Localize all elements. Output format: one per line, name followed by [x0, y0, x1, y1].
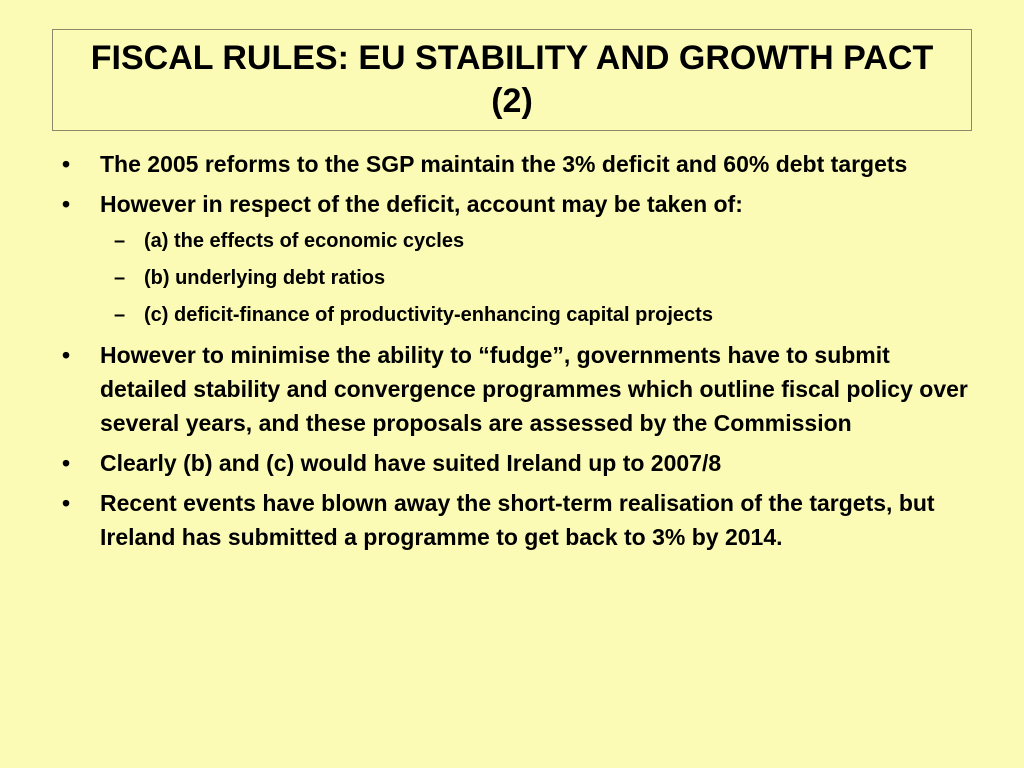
bullet-item — [60, 187, 970, 221]
sub-bullet-item — [114, 264, 970, 292]
bullet-marker: • — [62, 490, 71, 516]
bullet-item — [60, 147, 970, 181]
bullet-item — [60, 446, 970, 480]
bullet-marker: • — [62, 450, 71, 476]
title-box — [52, 29, 972, 131]
sub-bullet-marker: – — [114, 230, 126, 252]
bullet-text: However to minimise the ability to “fudge”, governments have to submit detailed stability and convergence programmes which outline fiscal policy over several years, and these proposals are assessed by the Commission — [100, 342, 968, 436]
bullet-text: Clearly (b) and (c) would have suited Ireland up to 2007/8 — [100, 450, 722, 476]
bullet-text: Recent events have blown away the short-term realisation of the targets, but Ireland has submitted a programme to get back to 3% by 2014. — [100, 490, 935, 550]
sub-bullet-text: (b) underlying debt ratios — [144, 267, 386, 289]
bullet-text: The 2005 reforms to the SGP maintain the 3% deficit and 60% debt targets — [100, 151, 908, 177]
sub-bullet-marker: – — [114, 267, 126, 289]
bullet-text: However in respect of the deficit, account may be taken of: — [100, 191, 743, 217]
bullet-marker: • — [62, 191, 71, 217]
bullet-marker: • — [62, 151, 71, 177]
slide-title: FISCAL RULES: EU STABILITY AND GROWTH PACT (2) — [90, 39, 934, 120]
bullet-item — [60, 338, 970, 440]
sub-bullet-marker: – — [114, 304, 126, 326]
sub-bullet-text: (c) deficit-finance of productivity-enhancing capital projects — [144, 304, 713, 326]
bullet-item — [60, 486, 970, 554]
slide-body — [60, 147, 970, 560]
sub-bullet-item — [114, 227, 970, 255]
sub-bullet-item — [114, 301, 970, 329]
sub-bullet-text: (a) the effects of economic cycles — [144, 230, 465, 252]
bullet-marker: • — [62, 342, 71, 368]
